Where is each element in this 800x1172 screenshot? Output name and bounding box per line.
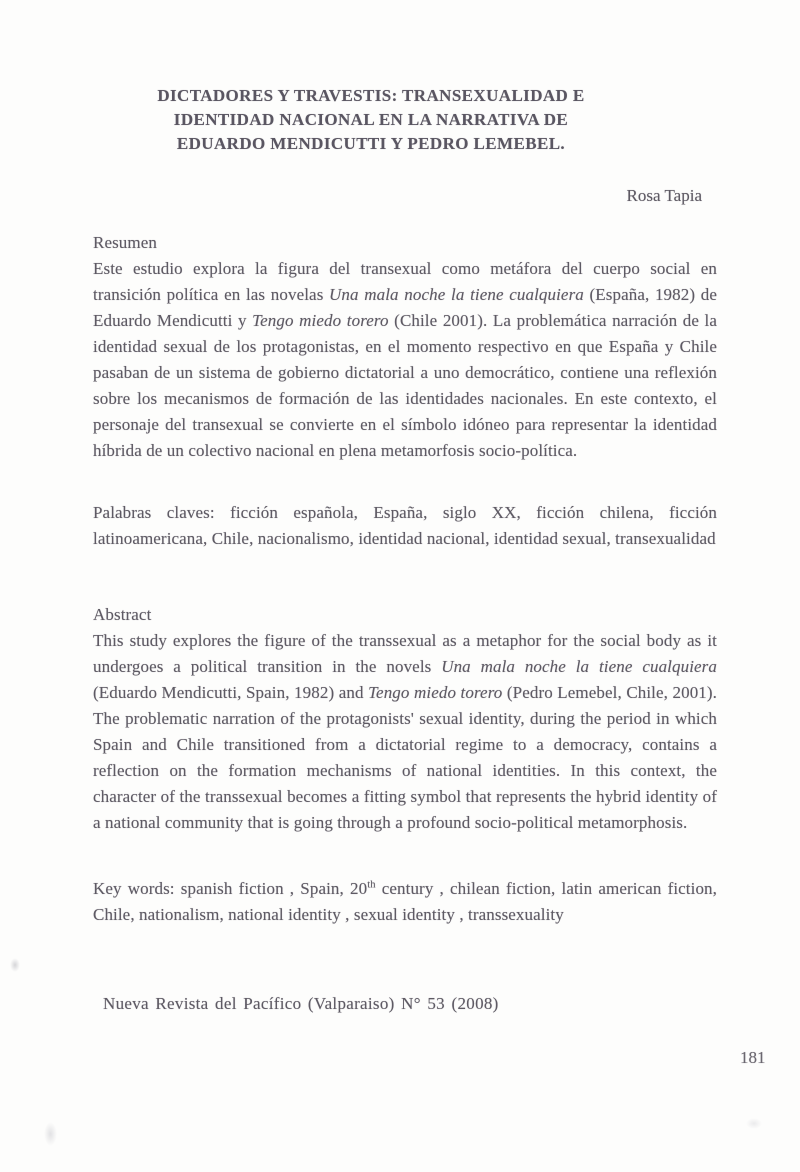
keywords-paragraph: Key words: spanish fiction , Spain, 20th century , chilean fiction, latin american fiction, Chile, nationalism, national identity , sexual identity , transsexuality [93, 879, 717, 924]
resumen-section [93, 230, 717, 464]
abstract-heading: Abstract [93, 605, 152, 624]
author-name: Rosa Tapia [626, 186, 702, 205]
title-line-1: DICTADORES Y TRAVESTIS: TRANSEXUALIDAD E [157, 86, 585, 105]
palabras-paragraph: Palabras claves: ficción española, España, siglo XX, ficción chilena, ficción latinoamericana, Chile, nacionalismo, identidad nacional, identidad sexual, transexualidad [93, 503, 717, 548]
resumen-heading: Resumen [93, 233, 157, 252]
abstract-paragraph: This study explores the figure of the transsexual as a metaphor for the social body as it undergoes a political transition in the novels Una mala noche la tiene cualquiera (Eduardo Mendicutti, Spain, 1982) and Tengo miedo torero (Pedro Lemebel, Chile, 2001). The problematic narration of the protagonists' sexual identity, during the period in which Spain and Chile transitioned from a dictatorial regime to a democracy, contains a reflection on the formation mechanisms of national identities. In this context, the character of the transsexual becomes a fitting symbol that represents the hybrid identity of a national community that is going through a profound socio-political metamorphosis. [93, 631, 718, 832]
title-line-3: EDUARDO MENDICUTTI Y PEDRO LEMEBEL. [176, 134, 566, 153]
resumen-paragraph: Este estudio explora la figura del transexual como metáfora del cuerpo social en transición política en las novelas Una mala noche la tiene cualquiera (España, 1982) de Eduardo Mendicutti y Tengo miedo torero (Chile 2001). La problemática narración de la identidad sexual de los protagonistas, en el momento respectivo en que España y Chile pasaban de un sistema de gobierno dictatorial a uno democrático, contiene una reflexión sobre los mecanismos de formación de las identidades nacionales. En este contexto, el personaje del transexual se convierte en el símbolo idóneo para representar la identidad híbrida de un colectivo nacional en plena metamorfosis socio-política. [93, 259, 717, 460]
abstract-section [93, 602, 717, 836]
scan-artifact [44, 1122, 57, 1146]
article-title [88, 84, 654, 156]
page-number: 181 [740, 1048, 766, 1067]
scan-artifact [746, 1118, 762, 1129]
palabras-claves [93, 500, 717, 552]
scan-artifact [10, 958, 20, 972]
title-line-2: IDENTIDAD NACIONAL EN LA NARRATIVA DE [173, 110, 569, 129]
journal-footer: Nueva Revista del Pacífico (Valparaiso) N° 53 (2008) [103, 994, 499, 1013]
keywords-section [93, 876, 717, 928]
